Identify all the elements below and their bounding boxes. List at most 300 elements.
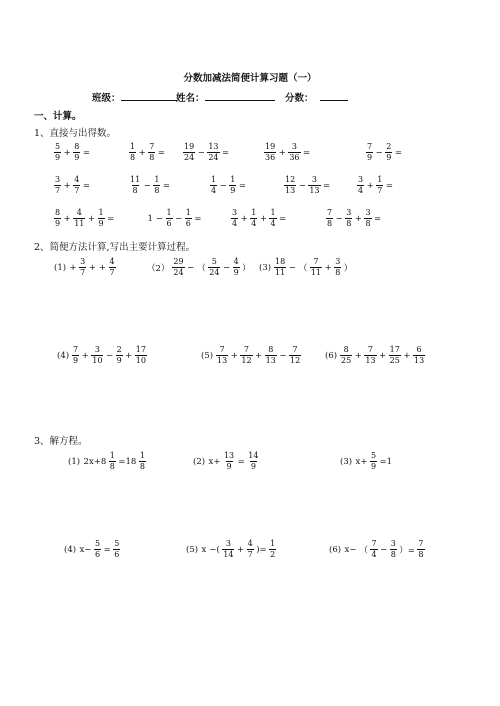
operator: = — [385, 180, 393, 191]
operator: = — [323, 180, 331, 191]
score-blank — [320, 92, 348, 101]
fraction — [288, 143, 300, 162]
numerator: 1 — [211, 175, 217, 184]
denominator: 2 — [270, 550, 276, 559]
operator: （ — [197, 263, 206, 274]
operator: = — [157, 147, 165, 158]
problem — [53, 143, 91, 162]
denominator: 10 — [92, 356, 103, 365]
denominator: 13 — [309, 186, 320, 195]
operator: = — [374, 213, 382, 224]
denominator: 13 — [413, 356, 425, 365]
fraction — [370, 452, 377, 471]
operator: ）= — [399, 545, 415, 556]
denominator: 9 — [98, 219, 104, 228]
fraction — [334, 258, 341, 277]
fraction — [364, 346, 376, 365]
numerator: 3 — [365, 208, 371, 217]
operator: + — [259, 213, 267, 224]
denominator: 9 — [55, 153, 61, 162]
problem — [57, 346, 148, 365]
numerator: 3 — [358, 175, 364, 184]
denominator: 9 — [367, 153, 373, 162]
fraction — [113, 540, 120, 559]
numerator: 19 — [265, 142, 276, 151]
numerator: 7 — [73, 345, 79, 354]
problem-number: (3) — [340, 456, 353, 467]
problem — [283, 176, 332, 195]
numerator: 13 — [208, 142, 219, 151]
numerator: 1 — [166, 208, 172, 217]
denominator: 9 — [386, 153, 392, 162]
numerator: 3 — [291, 142, 297, 151]
denominator: 6 — [185, 219, 191, 228]
problem — [340, 452, 394, 471]
numerator: 3 — [55, 175, 61, 184]
denominator: 8 — [346, 219, 352, 228]
numerator: 3 — [80, 257, 86, 266]
operator: + — [230, 350, 238, 361]
fraction — [116, 346, 123, 365]
fraction — [139, 452, 146, 471]
problem-number: (6) — [325, 350, 338, 361]
fraction — [389, 346, 401, 365]
problem-number: （2） — [147, 263, 170, 274]
operator: + — [255, 350, 263, 361]
operator: − — [219, 180, 227, 191]
numerator: 7 — [327, 208, 333, 217]
problem-number: (2) — [193, 456, 206, 467]
denominator: 7 — [109, 268, 115, 277]
numerator: 8 — [268, 345, 274, 354]
operator: x — [201, 544, 207, 555]
problem — [182, 143, 231, 162]
fraction — [264, 143, 276, 162]
fraction — [390, 540, 397, 559]
numerator: 1 — [270, 208, 276, 217]
numerator: 5 — [114, 539, 120, 548]
operator: 1 — [147, 213, 153, 224]
operator: = — [82, 147, 90, 158]
operator: + — [63, 213, 71, 224]
numerator: 1 — [185, 208, 191, 217]
fraction — [98, 209, 105, 228]
operator: = — [82, 180, 90, 191]
operator: + — [278, 147, 286, 158]
fraction — [265, 346, 277, 365]
fraction — [208, 258, 220, 277]
numerator: 5 — [94, 539, 101, 548]
numerator: 8 — [74, 142, 80, 151]
operator: − — [335, 213, 343, 224]
problem-number: (1) — [54, 262, 67, 273]
denominator: 13 — [265, 356, 276, 365]
operator: = — [107, 213, 115, 224]
operator: − — [175, 213, 183, 224]
numerator: 1 — [154, 175, 160, 184]
fraction — [364, 209, 371, 228]
fraction — [129, 176, 141, 195]
denominator: 9 — [233, 268, 239, 277]
operator: x+ — [208, 456, 221, 467]
fraction — [185, 209, 192, 228]
numerator: 3 — [346, 208, 352, 217]
fraction — [73, 209, 85, 228]
numerator: 4 — [247, 539, 253, 548]
operator: + — [125, 350, 133, 361]
class-blank — [121, 92, 177, 101]
numerator: 3 — [390, 539, 396, 548]
fraction — [247, 540, 254, 559]
numerator: 14 — [248, 451, 259, 460]
fraction — [54, 209, 61, 228]
operator: = — [162, 180, 171, 191]
denominator: 6 — [166, 219, 172, 228]
fraction — [250, 209, 257, 228]
denominator: 9 — [250, 462, 256, 471]
numerator: 11 — [130, 175, 141, 184]
fraction — [357, 176, 364, 195]
denominator: 24 — [209, 268, 220, 277]
problem — [193, 452, 260, 471]
problem-number: (4) — [64, 544, 77, 555]
problem — [263, 143, 312, 162]
numerator: 12 — [285, 175, 296, 184]
denominator: 14 — [223, 550, 234, 559]
problem — [128, 176, 172, 195]
fraction — [91, 346, 103, 365]
fraction — [153, 176, 160, 195]
operator: =18 — [118, 456, 137, 467]
fraction — [129, 143, 136, 162]
operator: − — [288, 262, 296, 273]
problem — [201, 346, 302, 365]
numerator: 5 — [211, 257, 217, 266]
denominator: 4 — [270, 219, 276, 228]
denominator: 9 — [226, 462, 232, 471]
numerator: 3 — [232, 208, 238, 217]
denominator: 24 — [208, 153, 219, 162]
problem-number: (3) — [259, 262, 272, 273]
operator: =1 — [379, 456, 393, 467]
operator: − — [143, 180, 151, 191]
fraction — [310, 258, 322, 277]
fraction — [54, 176, 61, 195]
operator: −( — [209, 544, 220, 555]
denominator: 7 — [80, 268, 86, 277]
operator: + — [98, 262, 107, 273]
problem — [53, 176, 91, 195]
numerator: 1 — [377, 175, 383, 184]
denominator: 9 — [73, 356, 79, 365]
fraction — [269, 540, 276, 559]
denominator: 4 — [211, 186, 217, 195]
name-label: 姓名： — [176, 93, 205, 104]
fraction — [247, 452, 259, 471]
problem-number: (6) — [329, 544, 342, 555]
operator: + — [87, 213, 96, 224]
operator: + — [379, 350, 387, 361]
problem — [365, 143, 403, 162]
section-1-heading: 一、计算。 — [34, 111, 82, 122]
fraction — [109, 258, 116, 277]
operator: − — [222, 262, 231, 273]
fraction — [385, 143, 392, 162]
denominator: 8 — [335, 268, 341, 277]
fraction — [289, 346, 301, 365]
section-3-heading: 3、解方程。 — [34, 436, 88, 447]
fraction — [166, 209, 173, 228]
operator: = — [279, 213, 287, 224]
name-field — [176, 90, 275, 104]
fraction — [326, 209, 333, 228]
operator: x− — [79, 544, 92, 555]
operator: − — [375, 147, 383, 158]
page-title: 分数加减法简便计算习题（一） — [183, 73, 317, 84]
problem — [64, 540, 121, 559]
numerator: 7 — [219, 345, 225, 354]
numerator: 6 — [416, 345, 422, 354]
numerator: 1 — [270, 539, 276, 548]
operator: + — [354, 213, 362, 224]
numerator: 3 — [225, 539, 231, 548]
denominator: 4 — [358, 186, 364, 195]
problem-number: (1) — [68, 456, 81, 467]
class-label: 班级： — [92, 93, 121, 104]
numerator: 1 — [139, 451, 145, 460]
operator: + — [403, 350, 411, 361]
denominator: 9 — [74, 153, 80, 162]
operator: + — [354, 350, 362, 361]
denominator: 11 — [275, 268, 286, 277]
fraction — [284, 176, 296, 195]
fraction — [417, 540, 424, 559]
problem — [209, 176, 247, 195]
numerator: 5 — [370, 451, 377, 460]
operator: （ — [298, 263, 308, 274]
denominator: 11 — [310, 268, 322, 277]
denominator: 25 — [341, 356, 352, 365]
operator: − — [279, 350, 287, 361]
fraction — [94, 540, 101, 559]
denominator: 9 — [370, 462, 377, 471]
numerator: 7 — [371, 539, 377, 548]
denominator: 8 — [418, 550, 424, 559]
fraction — [73, 143, 80, 162]
numerator: 7 — [149, 142, 155, 151]
numerator: 1 — [98, 208, 104, 217]
problem-number: (5) — [201, 350, 214, 361]
numerator: 19 — [184, 142, 195, 151]
denominator: 8 — [327, 219, 333, 228]
numerator: 4 — [74, 175, 80, 184]
fraction — [370, 540, 377, 559]
denominator: 7 — [74, 186, 80, 195]
problem-number: (4) — [57, 350, 70, 361]
fraction — [240, 346, 252, 365]
operator: + — [324, 262, 332, 273]
fraction — [79, 258, 86, 277]
operator: = — [103, 544, 111, 555]
denominator: 24 — [184, 153, 195, 162]
denominator: 13 — [285, 186, 296, 195]
section-1-1-heading: 1、直接与出得数。 — [34, 128, 117, 139]
denominator: 24 — [173, 268, 184, 277]
problem — [128, 143, 166, 162]
fraction — [231, 209, 238, 228]
problem — [53, 209, 116, 228]
operator: − — [298, 180, 306, 191]
numerator: 4 — [76, 208, 82, 217]
operator: 2x+8 — [83, 456, 107, 467]
denominator: 8 — [139, 462, 145, 471]
problem — [68, 452, 147, 471]
score-field — [285, 90, 348, 104]
problem — [230, 209, 288, 228]
operator: )= — [256, 544, 267, 555]
denominator: 8 — [132, 186, 138, 195]
fraction — [340, 346, 352, 365]
operator: − — [187, 262, 195, 273]
operator: + — [236, 544, 245, 555]
denominator: 9 — [230, 186, 236, 195]
operator: ） — [242, 263, 251, 274]
fraction — [73, 176, 80, 195]
operator: = — [222, 147, 230, 158]
denominator: 8 — [365, 219, 371, 228]
denominator: 9 — [55, 219, 61, 228]
denominator: 8 — [154, 186, 160, 195]
problem — [325, 346, 426, 365]
numerator: 7 — [313, 257, 319, 266]
numerator: 1 — [109, 451, 115, 460]
operator: + — [81, 350, 89, 361]
numerator: 2 — [386, 142, 392, 151]
denominator: 6 — [94, 550, 101, 559]
denominator: 25 — [389, 356, 400, 365]
numerator: 13 — [223, 451, 235, 460]
operator: + — [240, 213, 248, 224]
numerator: 8 — [343, 345, 349, 354]
fraction — [172, 258, 184, 277]
score-label: 分数： — [285, 93, 314, 104]
numerator: 3 — [335, 257, 341, 266]
numerator: 5 — [55, 142, 61, 151]
denominator: 9 — [116, 356, 122, 365]
fraction — [274, 258, 286, 277]
numerator: 8 — [55, 208, 61, 217]
numerator: 7 — [367, 345, 373, 354]
operator: = — [238, 180, 246, 191]
operator: （ — [359, 545, 368, 556]
denominator: 36 — [289, 153, 300, 162]
denominator: 13 — [365, 356, 376, 365]
operator: + — [88, 262, 96, 273]
numerator: 1 — [251, 208, 257, 217]
fraction — [222, 540, 234, 559]
fraction — [223, 452, 235, 471]
operator: ） — [343, 263, 353, 274]
fraction — [308, 176, 320, 195]
denominator: 12 — [241, 356, 252, 365]
operator: − — [105, 350, 114, 361]
fraction — [210, 176, 217, 195]
denominator: 12 — [289, 356, 301, 365]
operator: + — [63, 147, 71, 158]
fraction — [366, 143, 373, 162]
fraction — [345, 209, 352, 228]
fraction — [233, 258, 240, 277]
operator: + — [138, 147, 146, 158]
problem — [329, 540, 426, 559]
numerator: 17 — [135, 345, 146, 354]
problem-number: (5) — [186, 544, 199, 555]
fraction — [109, 452, 116, 471]
numerator: 1 — [230, 175, 236, 184]
operator: = — [394, 147, 402, 158]
operator: + — [366, 180, 374, 191]
name-blank — [205, 92, 275, 101]
denominator: 6 — [114, 550, 120, 559]
operator: = — [303, 147, 311, 158]
problem — [325, 209, 383, 228]
operator: + — [63, 180, 71, 191]
fraction — [183, 143, 195, 162]
operator: − — [380, 544, 388, 555]
fraction — [148, 143, 155, 162]
operator: = — [237, 456, 245, 467]
numerator: 7 — [292, 345, 298, 354]
numerator: 7 — [418, 539, 424, 548]
problem — [186, 540, 277, 559]
numerator: 3 — [94, 345, 100, 354]
class-field — [92, 90, 177, 104]
numerator: 7 — [367, 142, 373, 151]
operator: x− — [344, 544, 357, 555]
numerator: 18 — [275, 257, 286, 266]
operator: = — [194, 213, 202, 224]
fraction — [229, 176, 236, 195]
denominator: 7 — [247, 550, 253, 559]
problem — [54, 258, 117, 277]
fraction — [376, 176, 383, 195]
numerator: 4 — [233, 257, 239, 266]
fraction — [413, 346, 425, 365]
denominator: 13 — [217, 356, 228, 365]
denominator: 8 — [109, 462, 115, 471]
section-2-heading: 2、简便方法计算,写出主要计算过程。 — [34, 242, 196, 253]
fraction — [269, 209, 276, 228]
operator: − — [155, 213, 164, 224]
problem — [146, 209, 203, 228]
denominator: 4 — [371, 550, 377, 559]
denominator: 4 — [232, 219, 238, 228]
fraction — [207, 143, 219, 162]
fraction — [135, 346, 147, 365]
denominator: 36 — [265, 153, 276, 162]
operator: − — [197, 147, 205, 158]
numerator: 29 — [173, 257, 184, 266]
fraction — [216, 346, 228, 365]
numerator: 1 — [130, 142, 136, 151]
operator: + — [69, 262, 77, 273]
numerator: 3 — [311, 175, 317, 184]
numerator: 7 — [243, 345, 249, 354]
denominator: 8 — [149, 153, 155, 162]
denominator: 4 — [251, 219, 257, 228]
denominator: 7 — [377, 186, 383, 195]
denominator: 10 — [135, 356, 146, 365]
